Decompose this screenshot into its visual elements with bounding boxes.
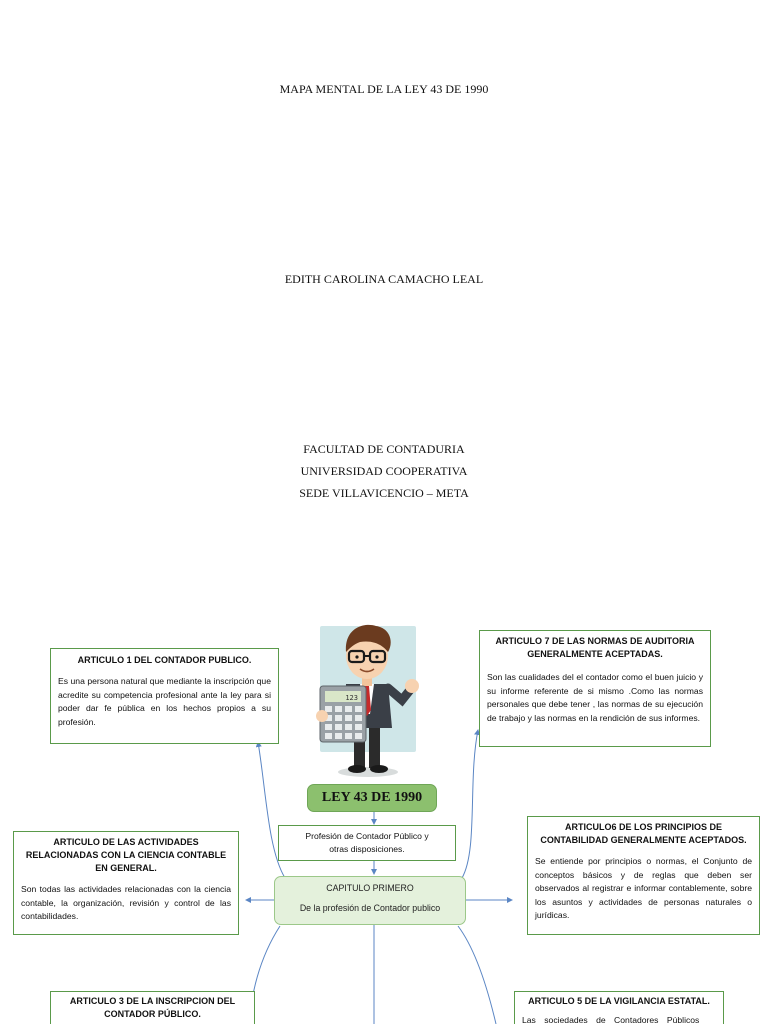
article-3-title: ARTICULO 3 DE LA INSCRIPCION DEL CONTADOR PÚBLICO. bbox=[69, 996, 236, 1019]
article-5-title: ARTICULO 5 DE LA VIGILANCIA ESTATAL. bbox=[528, 996, 710, 1006]
campus-line: SEDE VILLAVICENCIO – META bbox=[299, 486, 469, 500]
document-title: MAPA MENTAL DE LA LEY 43 DE 1990 bbox=[279, 82, 489, 96]
faculty-line: FACULTAD DE CONTADURIA bbox=[303, 442, 465, 456]
law-subtitle-box bbox=[278, 825, 456, 861]
article-5-box bbox=[514, 991, 724, 1024]
article-1-box bbox=[50, 648, 279, 744]
author-name: EDITH CAROLINA CAMACHO LEAL bbox=[284, 272, 484, 286]
activities-article-title: ARTICULO DE LAS ACTIVIDADES RELACIONADAS CON LA CIENCIA CONTABLE EN GENERAL. bbox=[25, 837, 227, 873]
article-6-body: Se entiende por principios o normas, el Conjunto de conceptos básicos y de reglas que deben ser observados al registrar e informar contablemente, sobre los asuntos y actividades de personas naturales o jurídicas. bbox=[535, 856, 752, 921]
central-topic bbox=[307, 784, 437, 812]
article-5-body: Las sociedades de Contadores Públicos bbox=[522, 1015, 700, 1024]
accountant-illustration bbox=[302, 614, 428, 780]
chapter-box bbox=[274, 876, 466, 925]
activities-article-body: Son todas las actividades relacionadas con la ciencia contable, la organización, revisión y control de las contabilidades. bbox=[21, 884, 231, 922]
chapter-subtitle: De la profesión de Contador publico bbox=[299, 903, 441, 913]
article-7-title: ARTICULO 7 DE LAS NORMAS DE AUDITORIA GENERALMENTE ACEPTADAS. bbox=[495, 636, 695, 659]
activities-article-box bbox=[13, 831, 239, 935]
article-1-title: ARTICULO 1 DEL CONTADOR PUBLICO. bbox=[77, 655, 252, 665]
law-subtitle-line1: Profesión de Contador Público y bbox=[305, 831, 429, 841]
central-topic-label: LEY 43 DE 1990 bbox=[321, 790, 423, 805]
article-7-box bbox=[479, 630, 711, 747]
article-1-body: Es una persona natural que mediante la inscripción que acredite su competencia profesional ante la ley para si poder dar fe pública en los hechos propios a su profesión. bbox=[58, 676, 271, 727]
article-3-box bbox=[50, 991, 255, 1024]
article-6-box bbox=[527, 816, 760, 935]
article-7-body: Son las cualidades del el contador como el buen juicio y su informe referente de si mismo .Como las normas personales que debe tener , las normas de su ejecución de trabajo y las normas en la rendición de sus informes. bbox=[487, 672, 703, 723]
calculator-display: 123 bbox=[345, 694, 358, 702]
chapter-title: CAPITULO PRIMERO bbox=[326, 883, 414, 893]
article-6-title: ARTICULO6 DE LOS PRINCIPIOS DE CONTABILIDAD GENERALMENTE ACEPTADOS. bbox=[540, 822, 747, 845]
law-subtitle-line2: otras disposiciones. bbox=[329, 844, 405, 854]
university-line: UNIVERSIDAD COOPERATIVA bbox=[300, 464, 468, 478]
